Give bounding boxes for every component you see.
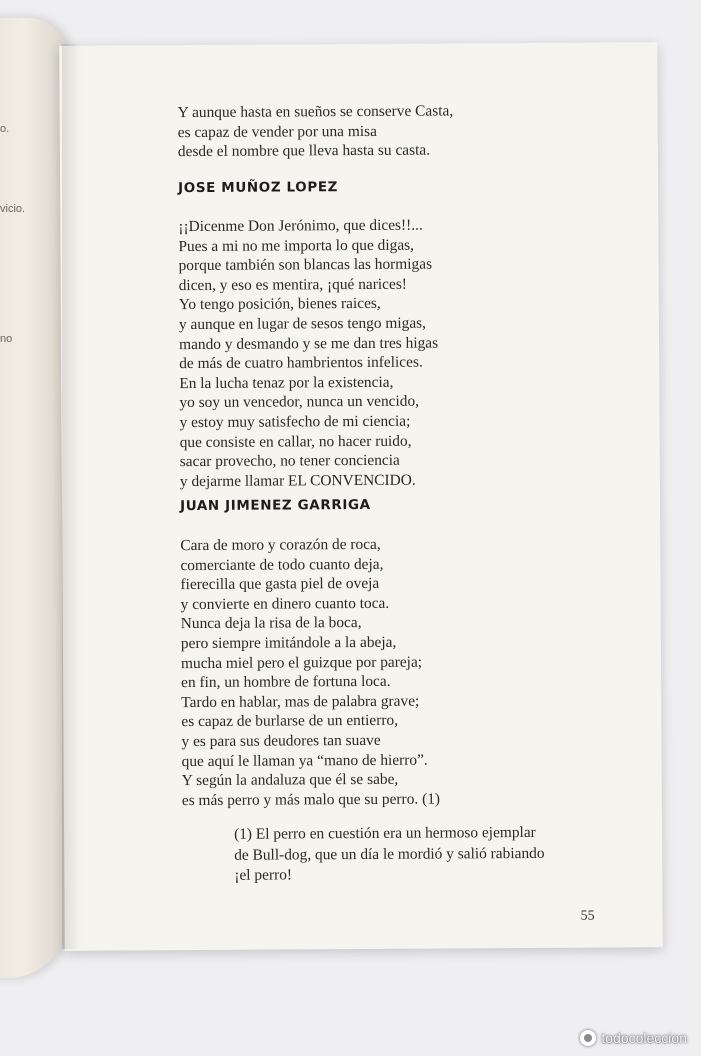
poem-line: En la lucha tenaz por la existencia, (179, 373, 394, 392)
poem-line: Cara de moro y corazón de roca, (180, 535, 381, 555)
intro-stanza (178, 101, 538, 162)
poem-line: y dejarme llamar EL CONVENCIDO. (179, 471, 416, 490)
poem-line: Nunca deja la risa de la boca, (180, 614, 362, 633)
left-page-fragment: no (0, 333, 13, 345)
section-heading-juan-jimenez-garriga: JUAN JIMENEZ GARRIGA (180, 496, 371, 515)
poem-line: Y según la andaluza que él se sabe, (181, 770, 399, 790)
poem-line: porque también son blancas las hormigas (178, 255, 433, 275)
poem-line: que aquí le llaman ya “mano de hierro”. (181, 751, 428, 770)
poem-line: de más de cuatro hambrientos infelices. (179, 353, 423, 373)
poem-line: mando y desmando y se me dan tres higas (179, 334, 439, 353)
poem-line: Yo tengo posición, bienes raices, (178, 295, 381, 314)
poem-line: Y aunque hasta en sueños se conserve Casta, (177, 102, 454, 122)
poem-line: en fin, un hombre de fortuna loca. (181, 672, 391, 692)
poem-jose-munoz-lopez (178, 215, 540, 492)
footnote-line: (1) El perro en cuestión era un hermoso ejemplar (234, 823, 536, 843)
left-page-fragment: vicio. (0, 203, 26, 215)
poem-line: sacar provecho, no tener conciencia (179, 451, 400, 471)
footnote-line: ¡el perro! (234, 866, 293, 884)
poem-line: dicen, y eso es mentira, ¡qué narices! (178, 275, 407, 294)
poem-line: comerciante de todo cuanto deja, (180, 555, 384, 574)
section-heading-jose-munoz-lopez: JOSE MUÑOZ LOPEZ (178, 179, 339, 197)
poem-line: yo soy un vencedor, nunca un vencido, (179, 392, 420, 412)
poem-line: y estoy muy satisfecho de mi ciencia; (179, 412, 411, 432)
footnote (234, 822, 674, 886)
poem-line: es capaz de vender por una misa (177, 122, 377, 141)
poem-line: es más perro y más malo que su perro. (1) (181, 790, 441, 809)
poem-line: Pues a mi no me importa lo que digas, (178, 236, 415, 255)
left-page-fragment: o. (0, 123, 10, 135)
page-number: 55 (580, 908, 595, 924)
poem-line: fierecilla que gasta piel de oveja (180, 575, 380, 594)
poem-line: y convierte en dinero cuanto toca. (180, 594, 390, 613)
watermark (580, 1030, 687, 1046)
poem-line: ¡¡Dicenme Don Jerónimo, que dices!!... (178, 216, 423, 236)
poem-line: y aunque en lugar de sesos tengo migas, (178, 314, 427, 334)
book-page (59, 42, 663, 951)
poem-line: y es para sus deudores tan suave (181, 731, 381, 751)
poem-line: mucha miel pero el guizque por pareja; (180, 653, 423, 672)
footnote-line: de Bull-dog, que un día le mordió y salió rabiando (234, 844, 545, 864)
poem-line: es capaz de burlarse de un entierro, (181, 712, 399, 731)
watermark-logo-icon (580, 1030, 596, 1046)
left-facing-page (0, 18, 68, 978)
watermark-text: todocoleccion (601, 1030, 687, 1046)
poem-line: Tardo en hablar, mas de palabra grave; (181, 692, 420, 711)
poem-juan-jimenez-garriga (180, 534, 542, 811)
poem-line: desde el nombre que lleva hasta su casta. (177, 141, 431, 161)
poem-line: pero siempre imitándole a la abeja, (180, 633, 397, 653)
poem-line: que consiste en callar, no hacer ruido, (179, 432, 412, 451)
